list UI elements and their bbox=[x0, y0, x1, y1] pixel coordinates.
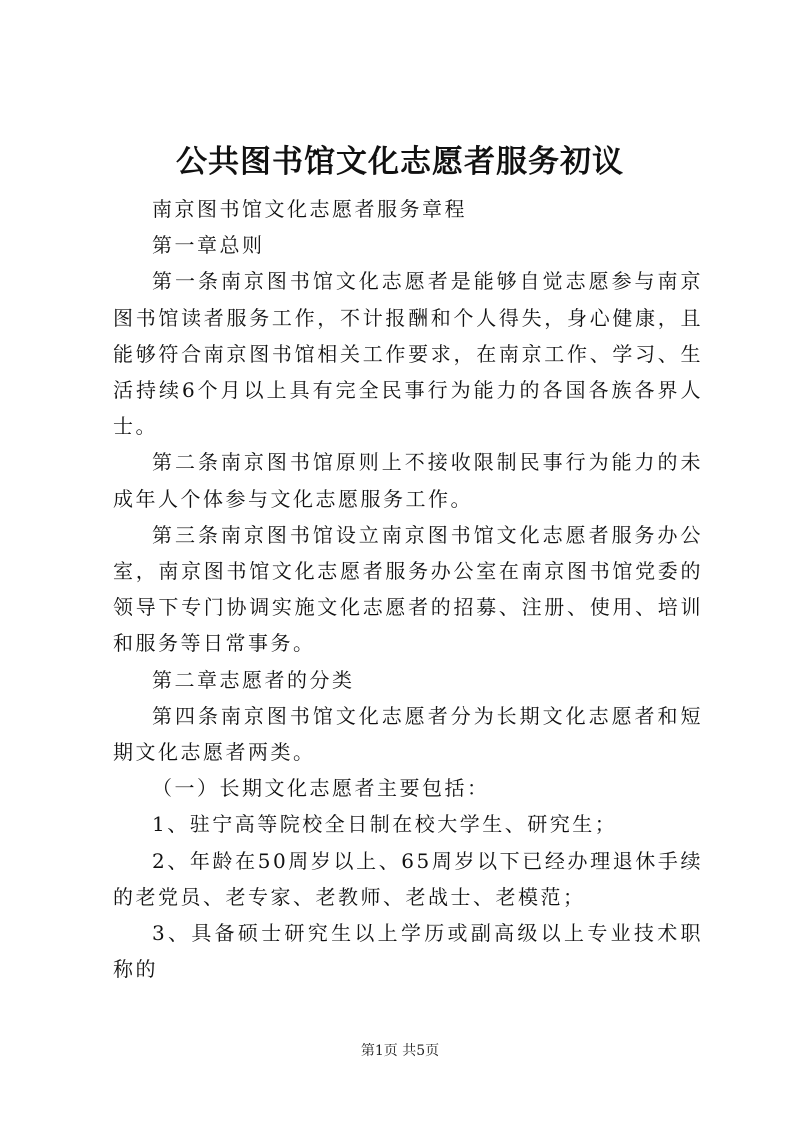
paragraph: 1、驻宁高等院校全日制在校大学生、研究生； bbox=[152, 812, 618, 837]
paragraph: 2、年龄在50周岁以上、65周岁以下已经办理退休手续的老党员、老专家、老教师、老战士、老模范； bbox=[113, 848, 703, 909]
document-body bbox=[113, 191, 703, 987]
page-footer: 第1页 共5页 bbox=[360, 1043, 440, 1059]
paragraph: 第四条南京图书馆文化志愿者分为长期文化志愿者和短期文化志愿者两类。 bbox=[113, 703, 703, 765]
page-title: 公共图书馆文化志愿者服务初议 bbox=[176, 144, 624, 180]
paragraph: 南京图书馆文化志愿者服务章程 bbox=[152, 197, 467, 221]
paragraph: 第三条南京图书馆设立南京图书馆文化志愿者服务办公室，南京图书馆文化志愿者服务办公室在南京图书馆党委的领导下专门协调实施文化志愿者的招募、注册、使用、培训和服务等日常事务。 bbox=[113, 522, 703, 656]
paragraph: 第一条南京图书馆文化志愿者是能够自觉志愿参与南京图书馆读者服务工作，不计报酬和个人得失，身心健康，且能够符合南京图书馆相关工作要求，在南京工作、学习、生活持续6个月以上具有完全民事行为能力的各国各族各界人士。 bbox=[113, 269, 703, 439]
paragraph: 3、具备硕士研究生以上学历或副高级以上专业技术职称的 bbox=[113, 921, 703, 982]
paragraph: 第二章志愿者的分类 bbox=[152, 667, 355, 692]
paragraph: （一）长期文化志愿者主要包括： bbox=[152, 776, 490, 801]
paragraph: 第一章总则 bbox=[152, 233, 265, 258]
paragraph: 第二条南京图书馆原则上不接收限制民事行为能力的未成年人个体参与文化志愿服务工作。 bbox=[113, 450, 703, 511]
